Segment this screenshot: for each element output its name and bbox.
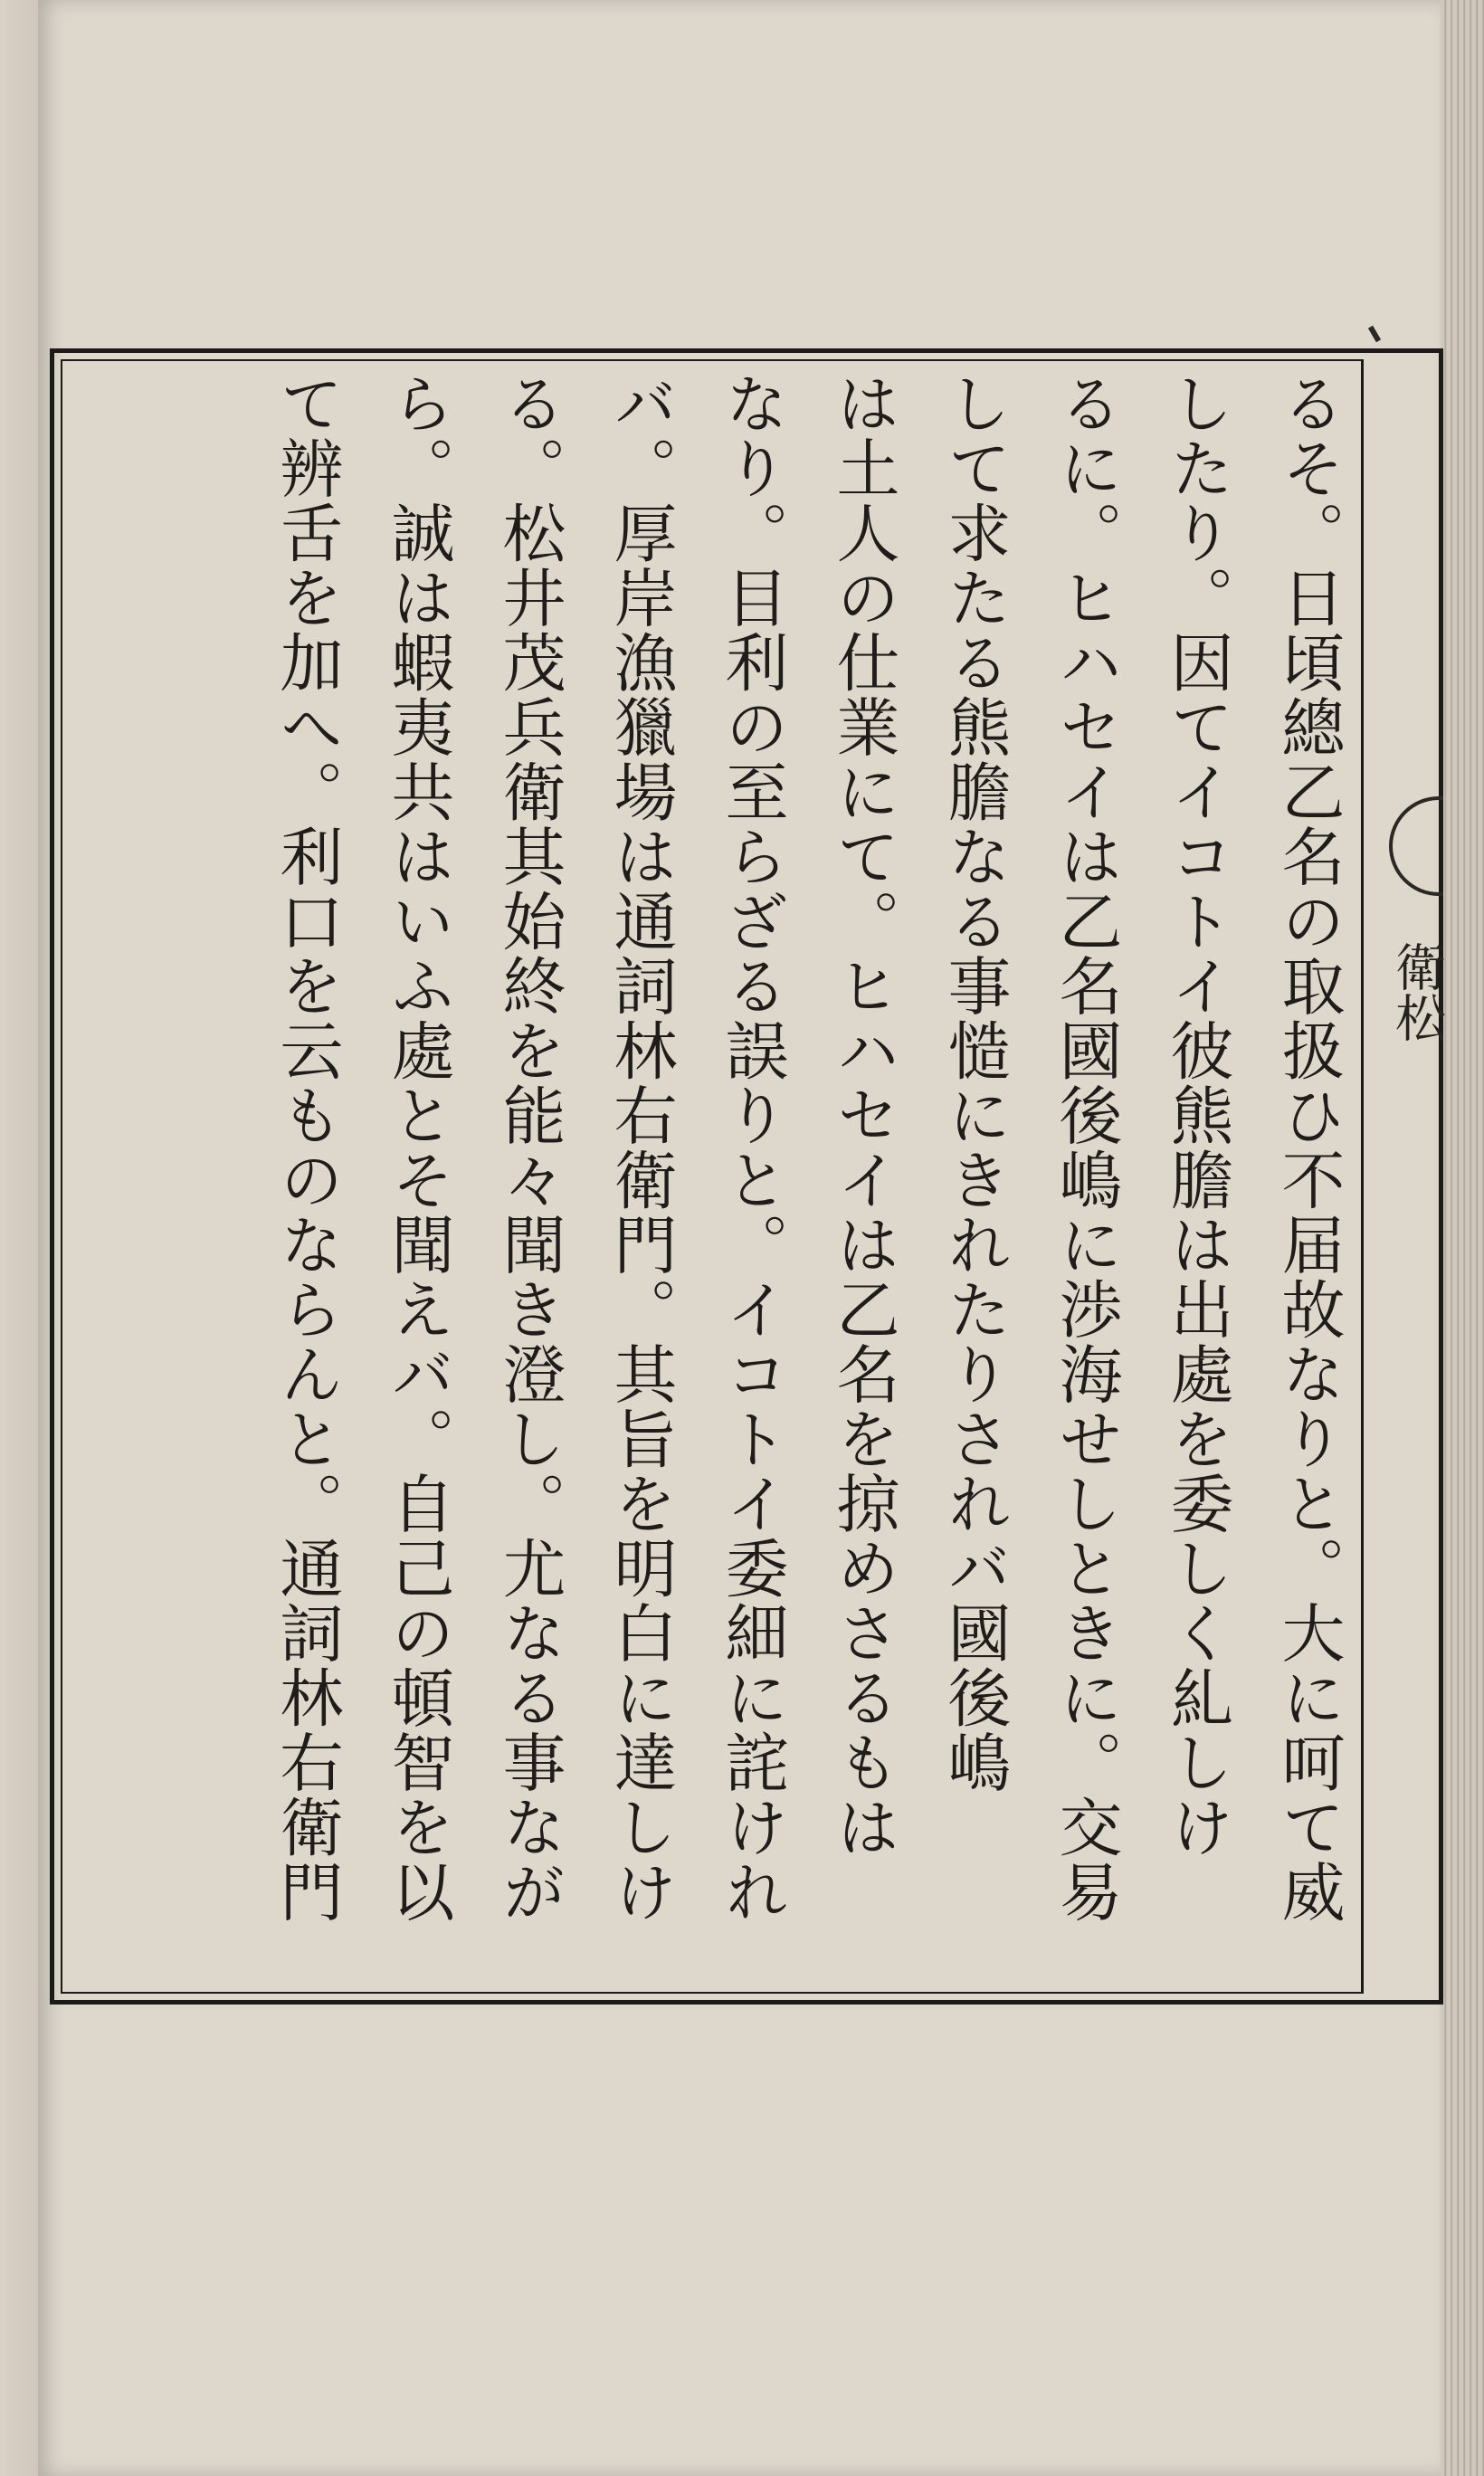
hashira-top-rule [1357, 348, 1441, 353]
text-column: バ。厚岸漁獵場は通詞林右衛門。其旨を明白に達しけ [604, 371, 678, 1924]
hashira-bottom-rule [1357, 2000, 1441, 2005]
text-column: て辨舌を加へ。利口を云ものならんと。通詞林右衛門 [270, 371, 344, 1924]
vertical-text-block [86, 371, 1353, 1982]
text-column: る。松井茂兵衛其始終を能々聞き澄し。尤なる事なが [492, 371, 566, 1924]
margin-title: 衛松 [1387, 941, 1446, 1043]
text-column: るに。ヒハセイは乙名國後嶋に渉海せしときに。交易 [1049, 371, 1123, 1924]
text-column: して求たる熊膽なる事慥にきれたりされバ國後嶋 [937, 371, 1012, 1795]
text-column: ら。誠は蝦夷共はいふ處とそ聞えバ。自己の頓智を以 [381, 371, 455, 1924]
text-column: は土人の仕業にて。ヒハセイは乙名を掠めさるもは [826, 371, 900, 1860]
text-column: したり。因てイコトイ彼熊膽は出處を委しく糺しけ [1160, 371, 1234, 1860]
book-fore-edge [1441, 0, 1484, 2476]
previous-page-edge [0, 0, 38, 2476]
text-column: るそ。日頃總乙名の取扱ひ不届故なりと。大に呵て威 [1271, 371, 1346, 1924]
text-column: なり。目利の至らざる誤りと。イコトイ委細に詫けれ [715, 371, 789, 1924]
